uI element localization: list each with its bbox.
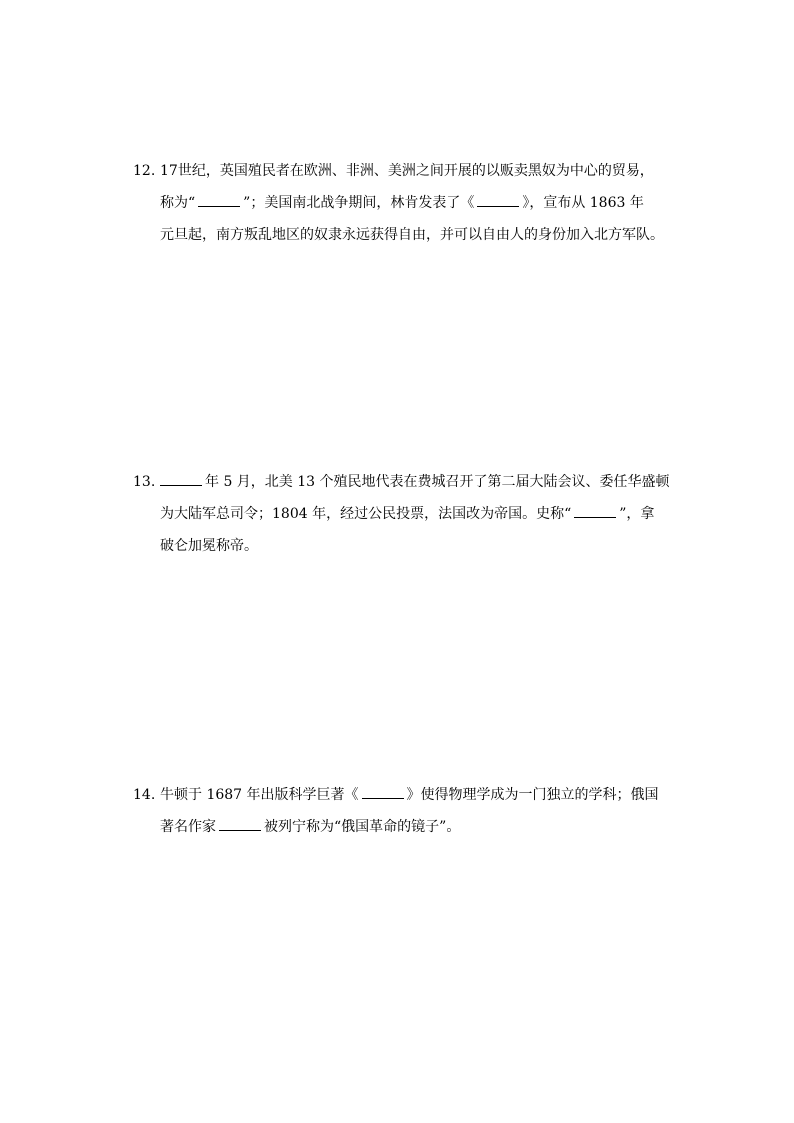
question-text: 元旦起，南方叛乱地区的奴隶永远获得自由，并可以自由人的身份加入北方军队。 [160,227,664,243]
question-line [160,778,659,812]
answer-blank[interactable] [574,503,616,518]
question-line [160,465,670,499]
question-text: 为大陆军总司令；1804 年，经过公民投票，法国改为帝国。史称“ [160,506,572,522]
answer-blank[interactable] [477,192,519,207]
question-text: ”；美国南北战争期间，林肯发表了《 [243,195,475,211]
question-text: 被列宁称为“俄国革命的镜子”。 [264,819,461,835]
question-line [160,186,644,220]
question-line [160,529,258,563]
question-line [160,154,654,188]
question-text: 破仑加冕称帝。 [160,538,258,554]
question-text: 17世纪，英国殖民者在欧洲、非洲、美洲之间开展的以贩卖黑奴为中心的贸易， [160,163,654,179]
question-text: 称为“ [160,195,196,211]
question-number: 13. [133,474,156,490]
question-text: 牛顿于 1687 年出版科学巨著《 [160,787,359,803]
question-number: 12. [133,163,156,179]
question-number: 14. [133,787,156,803]
answer-blank[interactable] [160,471,202,486]
answer-blank[interactable] [219,816,261,831]
question-line [160,218,664,252]
question-text: 年 5 月，北美 13 个殖民地代表在费城召开了第二届大陆会议、委任华盛顿 [205,474,670,490]
question-text: ”，拿 [619,506,655,522]
answer-blank[interactable] [362,784,404,799]
question-text: 》使得物理学成为一门独立的学科；俄国 [406,787,659,803]
question-text: 》，宣布从 1863 年 [522,195,644,211]
answer-blank[interactable] [198,192,240,207]
question-line [160,810,460,844]
question-line [160,497,654,531]
question-text: 著名作家 [160,819,216,835]
